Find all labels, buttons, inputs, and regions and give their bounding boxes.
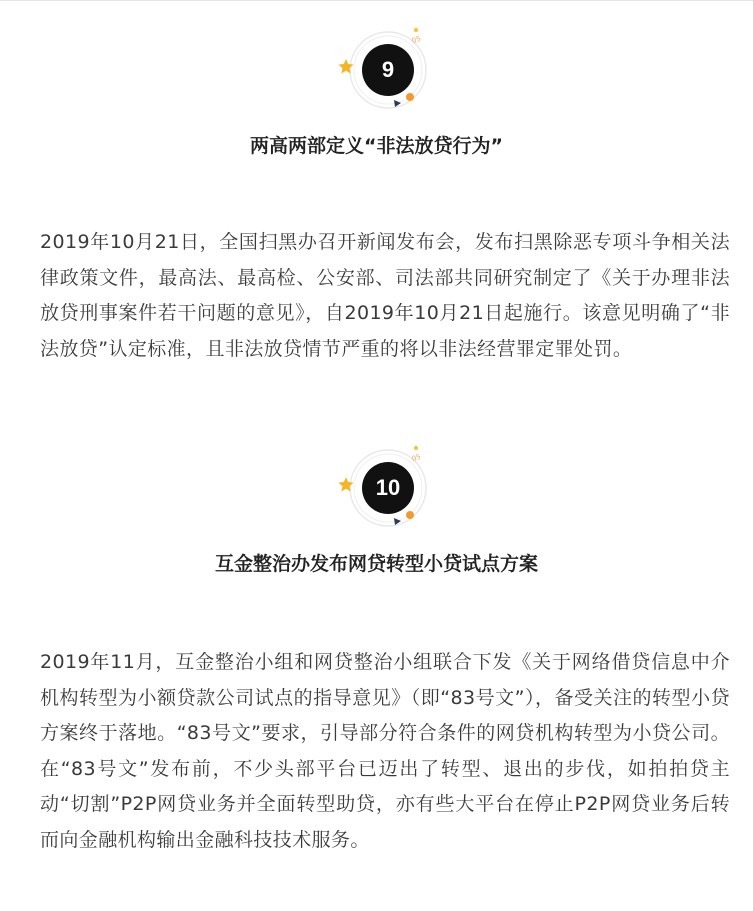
section-body: 2019年11月，互金整治小组和网贷整治小组联合下发《关于网络借贷信息中介机构转型为小额贷款公司试点的指导意见》（即“83号文”），备受关注的转型小贷方案终于落地。“83号文”要求，引导部分符合条件的网贷机构转型为小贷公司。在“83号文”发布前，不少头部平台已迈出了转型、退出的步伐，如拍拍贷主动“切割”P2P网贷业务并全面转型助贷，亦有些大平台在停止P2P网贷业务后转而向金融机构输出金融科技技术服务。 bbox=[40, 651, 730, 851]
section-number: 10 bbox=[375, 475, 401, 500]
section-heading: 互金整治办发布网贷转型小贷试点方案 bbox=[214, 553, 538, 575]
section-heading: 两高两部定义“非法放贷行为” bbox=[250, 135, 503, 157]
section-number-badge bbox=[338, 438, 438, 538]
svg-text:05: 05 bbox=[410, 452, 422, 464]
top-divider bbox=[0, 0, 753, 1]
svg-text:05: 05 bbox=[410, 34, 422, 46]
section-number: 9 bbox=[381, 57, 395, 82]
section-body: 2019年10月21日，全国扫黑办召开新闻发布会，发布扫黑除恶专项斗争相关法律政策文件，最高法、最高检、公安部、司法部共同研究制定了《关于办理非法放贷刑事案件若干问题的意见》，自2019年10月21日起施行。该意见明确了“非法放贷”认定标准，且非法放贷情节严重的将以非法经营罪定罪处罚。 bbox=[40, 231, 730, 360]
section-number-badge bbox=[338, 20, 438, 120]
